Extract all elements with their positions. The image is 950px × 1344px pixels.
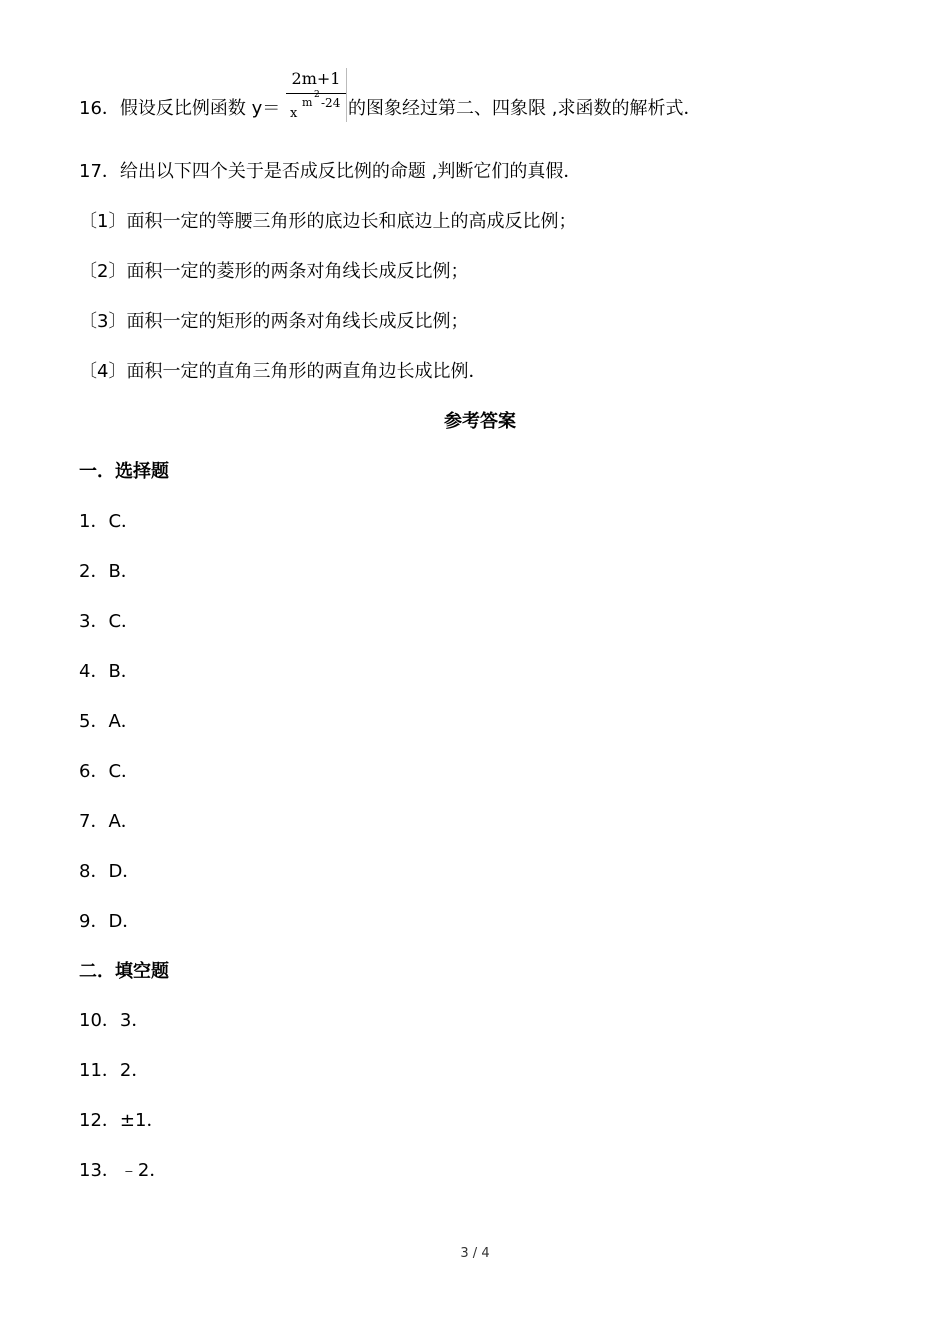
answer-item: 11．2． — [79, 1060, 150, 1081]
section-2-heading: 二．填空题 — [79, 961, 169, 982]
answer-item: 6．C． — [79, 761, 140, 782]
answer-item: 9．D． — [79, 911, 141, 932]
question-16-suffix-line — [348, 97, 701, 121]
page-number: 3 / 4 — [460, 1246, 490, 1261]
formula-exponent-2: 2 — [314, 90, 320, 100]
answer-item: 10．3． — [79, 1010, 150, 1031]
formula-exponent-rest: -24 — [321, 96, 341, 110]
question-17-item-4: 〔4〕面积一定的直角三角形的两直角边长成比例． — [79, 361, 487, 382]
question-16-prefix: 16．假设反比例函数 y＝ — [79, 98, 281, 119]
answer-item: 12．±1． — [79, 1110, 165, 1131]
question-16-suffix: 的图象经过第二、四象限 ,求函数的解析式． — [348, 98, 702, 119]
answer-item: 3．C． — [79, 611, 140, 632]
question-16 — [79, 97, 280, 121]
formula-numerator: 2m+1 — [291, 69, 341, 88]
fraction-formula — [286, 68, 348, 122]
answer-item: 4．B． — [79, 661, 139, 682]
answer-item: 13．﹣2． — [79, 1160, 168, 1181]
question-17-stem: 17．给出以下四个关于是否成反比例的命题 ,判断它们的真假． — [79, 161, 582, 182]
question-17-item-1: 〔1〕面积一定的等腰三角形的底边长和底边上的高成反比例； — [79, 211, 577, 232]
question-17-item-2: 〔2〕面积一定的菱形的两条对角线长成反比例； — [79, 261, 469, 282]
formula-exponent-m: m — [302, 96, 313, 109]
answer-item: 1．C． — [79, 511, 140, 532]
question-17-item-3: 〔3〕面积一定的矩形的两条对角线长成反比例； — [79, 311, 469, 332]
answer-item: 8．D． — [79, 861, 141, 882]
section-1-heading: 一．选择题 — [79, 461, 169, 482]
answer-item: 5．A． — [79, 711, 139, 732]
answers-title: 参考答案 — [444, 411, 516, 432]
formula-base: x — [290, 106, 298, 121]
formula-edge — [346, 68, 347, 122]
answer-item: 2．B． — [79, 561, 139, 582]
answer-item: 7．A． — [79, 811, 139, 832]
